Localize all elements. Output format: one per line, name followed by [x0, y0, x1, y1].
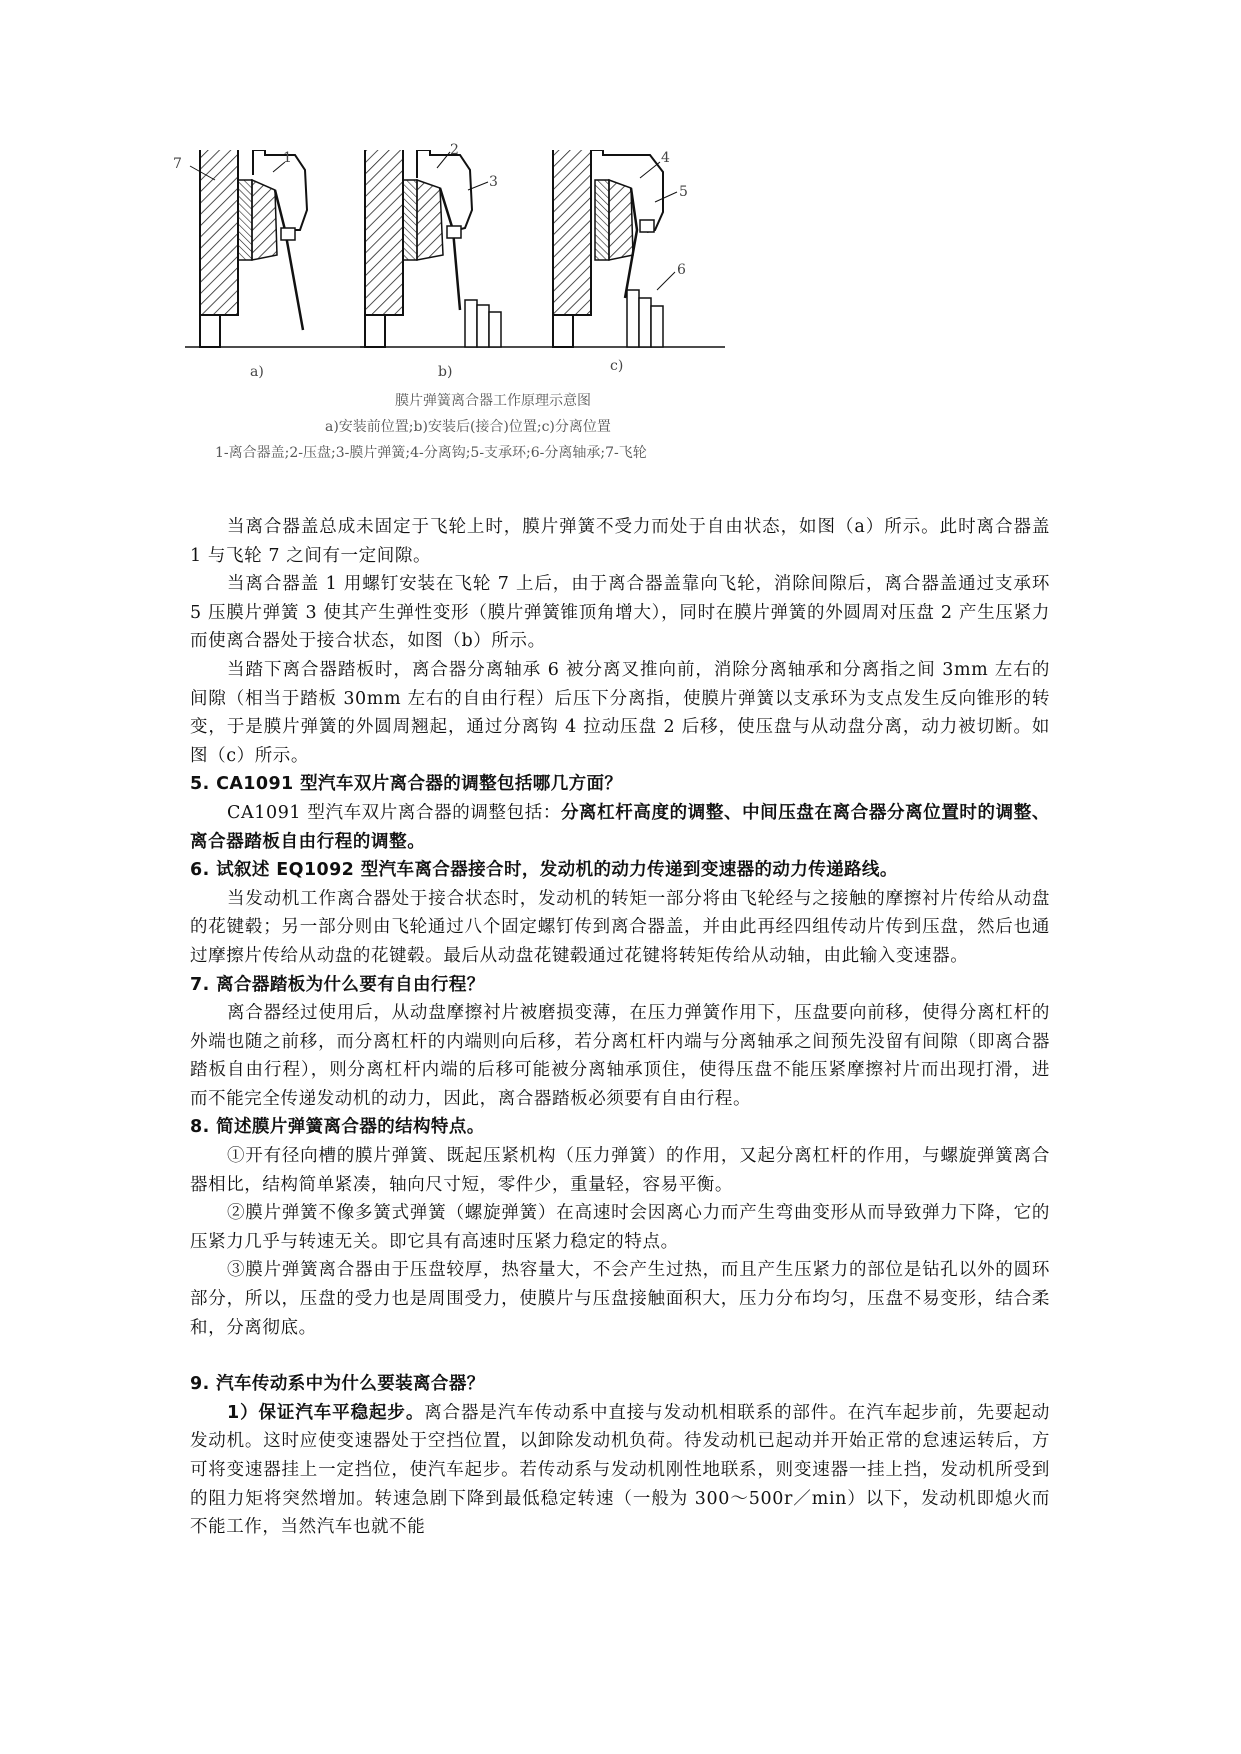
- panel-b: [360, 150, 545, 347]
- part-number-7: 7: [173, 156, 182, 172]
- question-5-answer-bold: 分离杠杆高度的调整、中间压盘在离合器分离位置时的调整、离合器踏板自由行程的调整。: [190, 802, 1050, 852]
- figure-legend: 1-离合器盖;2-压盘;3-膜片弹簧;4-分离钩;5-支承环;6-分离轴承;7-飞轮: [215, 445, 647, 461]
- question-5-lead: CA1091 型汽车双片离合器的调整包括：: [227, 802, 561, 823]
- question-9-heading: 9. 汽车传动系中为什么要装离合器？: [190, 1374, 485, 1395]
- part-number-3: 3: [489, 174, 498, 190]
- question-7-heading: 7. 离合器踏板为什么要有自由行程？: [190, 974, 485, 995]
- part-number-4: 4: [661, 150, 670, 166]
- panel-a: [185, 150, 365, 347]
- paragraph-state-b: 当离合器盖 1 用螺钉安装在飞轮 7 上后，由于离合器盖靠向飞轮，消除间隙后，离合器盖通过支承环 5 压膜片弹簧 3 使其产生弹性变形（膜片弹簧锥顶角增大），同时在膜片弹簧的外圆周对压盘 2 产生压紧力而使离合器处于接合状态，如图（b）所示。: [190, 574, 1050, 652]
- panel-c-label: c): [610, 358, 624, 374]
- section-spacer: [190, 1342, 1050, 1370]
- part-number-1: 1: [283, 150, 292, 166]
- question-6-answer: 当发动机工作离合器处于接合状态时，发动机的转矩一部分将由飞轮经与之接触的摩擦衬片传给从动盘的花键毂；另一部分则由飞轮通过八个固定螺钉传到离合器盖，并由此再经四组传动片传到压盘，然后也通过摩擦片传给从动盘的花键毂。最后从动盘花键毂通过花键将转矩传给从动轴，由此输入变速器。: [190, 888, 1050, 966]
- question-8-point-1: ①开有径向槽的膜片弹簧、既起压紧机构（压力弹簧）的作用，又起分离杠杆的作用，与螺旋弹簧离合器相比，结构简单紧凑，轴向尺寸短，零件少，重量轻，容易平衡。: [190, 1146, 1050, 1195]
- figure-title: 膜片弹簧离合器工作原理示意图: [395, 393, 591, 409]
- question-9-lead: 1）保证汽车平稳起步。: [227, 1402, 425, 1423]
- clutch-diagram: [173, 142, 745, 510]
- question-6-heading: 6. 试叙述 EQ1092 型汽车离合器接合时，发动机的动力传递到变速器的动力传递路线。: [190, 860, 898, 881]
- question-8-point-2: ②膜片弹簧不像多簧式弹簧（螺旋弹簧）在高速时会因离心力而产生弯曲变形从而导致弹力下降，它的压紧力几乎与转速无关。即它具有高速时压紧力稳定的特点。: [190, 1203, 1050, 1252]
- question-8-heading: 8. 简述膜片弹簧离合器的结构特点。: [190, 1117, 485, 1138]
- question-9-answer: [190, 1399, 1050, 1542]
- question-7-answer: 离合器经过使用后，从动盘摩擦衬片被磨损变薄，在压力弹簧作用下，压盘要向前移，使得分离杠杆的外端也随之前移，而分离杠杆的内端则向后移，若分离杠杆内端与分离轴承之间预先没留有间隙（即离合器踏板自由行程），则分离杠杆内端的后移可能被分离轴承顶住，使得压盘不能压紧摩擦衬片而出现打滑，进而不能完全传递发动机的动力，因此，离合器踏板必须要有自由行程。: [190, 1003, 1050, 1109]
- figure-subtitle: a)安装前位置;b)安装后(接合)位置;c)分离位置: [325, 419, 611, 435]
- paragraph-state-c: 当踏下离合器踏板时，离合器分离轴承 6 被分离叉推向前，消除分离轴承和分离指之间 3mm 左右的间隙（相当于踏板 30mm 左右的自由行程）后压下分离指，使膜片弹簧以支承环为支点发生反向锥形的转变，于是膜片弹簧的外圆周翘起，通过分离钩 4 拉动压盘 2 后移，使压盘与从动盘分离，动力被切断。如图（c）所示。: [190, 659, 1050, 766]
- part-number-6: 6: [677, 262, 686, 278]
- panel-b-label: b): [438, 364, 453, 380]
- question-9-answer-text: 离合器是汽车传动系中直接与发动机相联系的部件。在汽车起步前，先要起动发动机。这时应使变速器处于空挡位置，以卸除发动机负荷。待发动机已起动并开始正常的怠速运转后，方可将变速器挂上一定挡位，使汽车起步。若传动系与发动机刚性地联系，则变速器一挂上挡，发动机所受到的阻力矩将突然增加。转速急剧下降到最低稳定转速（一般为 300～500r／min）以下，发动机即熄火而不能工作，当然汽车也就不能: [190, 1402, 1050, 1538]
- paragraph-state-a: 当离合器盖总成未固定于飞轮上时，膜片弹簧不受力而处于自由状态，如图（a）所示。此时离合器盖 1 与飞轮 7 之间有一定间隙。: [190, 517, 1050, 566]
- question-5-heading: 5. CA1091 型汽车双片离合器的调整包括哪几方面？: [190, 774, 623, 795]
- panel-a-label: a): [250, 364, 264, 380]
- question-5-answer: [190, 799, 1050, 856]
- part-number-5: 5: [679, 184, 688, 200]
- question-8-point-3: ③膜片弹簧离合器由于压盘较厚，热容量大，不会产生过热，而且产生压紧力的部位是钻孔以外的圆环部分，所以，压盘的受力也是周围受力，使膜片与压盘接触面积大，压力分布均匀，压盘不易变形，结合柔和，分离彻底。: [190, 1260, 1050, 1338]
- part-number-2: 2: [450, 142, 459, 158]
- document-body: [190, 513, 1050, 1542]
- panel-c: [545, 150, 725, 347]
